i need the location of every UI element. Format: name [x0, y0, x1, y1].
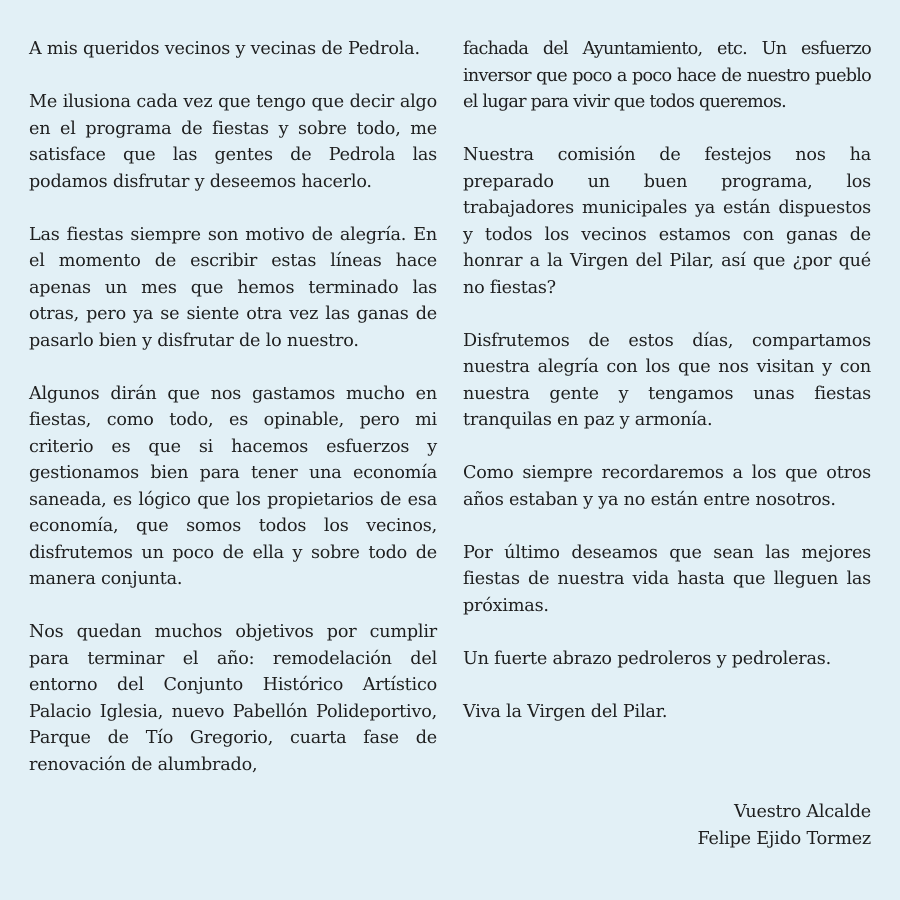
greeting-paragraph: A mis queridos vecinos y vecinas de Pedrola.: [29, 39, 420, 59]
paragraph-economia: Algunos dirán que nos gastamos mucho en fiestas, como todo, es opinable, pero mi criterio es que si hacemos esfuerzos y gestionamos bien para tener una economía saneada, es lógico que los propietarios de esa economía, que somos todos los vecinos, disfrutemos un poco de ella y sobre todo de manera conjunta.: [29, 383, 437, 589]
paragraph-viva: Viva la Virgen del Pilar.: [463, 701, 668, 722]
paragraph-fachada: fachada del Ayuntamiento, etc. Un esfuerzo inversor que poco a poco hace de nuestro pueblo el lugar para vivir que todos queremos.: [463, 39, 871, 112]
paragraph-mejores-fiestas: Por último deseamos que sean las mejores fiestas de nuestra vida hasta que lleguen las próximas.: [463, 542, 871, 616]
signature-title: Vuestro Alcalde: [734, 802, 871, 822]
paragraph-comision: Nuestra comisión de festejos nos ha preparado un buen programa, los trabajadores municipales ya están dispuestos y todos los vecinos estamos con ganas de honrar a la Virgen del Pilar, así que ¿por qué no fiestas?: [463, 145, 871, 298]
signature-block: [698, 799, 872, 852]
paragraph-abrazo: Un fuerte abrazo pedroleros y pedroleras.: [463, 648, 832, 669]
left-column: [29, 36, 437, 805]
signature-name: Felipe Ejido Tormez: [697, 828, 871, 849]
right-column: [463, 36, 871, 752]
paragraph-objetivos: Nos quedan muchos objetivos por cumplir para terminar el año: remodelación del entorno del Conjunto Histórico Artístico Palacio Iglesia, nuevo Pabellón Polideportivo, Parque de Tío Gregorio, cuarta fase de renovación de alumbrado,: [29, 622, 437, 775]
paragraph-disfrutemos: Disfrutemos de estos días, compartamos nuestra alegría con los que nos visitan y con nuestra gente y tengamos unas fiestas tranquilas en paz y armonía.: [463, 330, 871, 430]
paragraph-ilusion: Me ilusiona cada vez que tengo que decir algo en el programa de fiestas y sobre todo, me satisface que las gentes de Pedrola las podamos disfrutar y deseemos hacerlo.: [29, 92, 437, 192]
paragraph-alegria: Las fiestas siempre son motivo de alegría. En el momento de escribir estas líneas hace apenas un mes que hemos terminado las otras, pero ya se siente otra vez las ganas de pasarlo bien y disfrutar de lo nuestro.: [29, 224, 437, 351]
paragraph-recuerdo: Como siempre recordaremos a los que otros años estaban y ya no están entre nosotros.: [463, 463, 871, 510]
